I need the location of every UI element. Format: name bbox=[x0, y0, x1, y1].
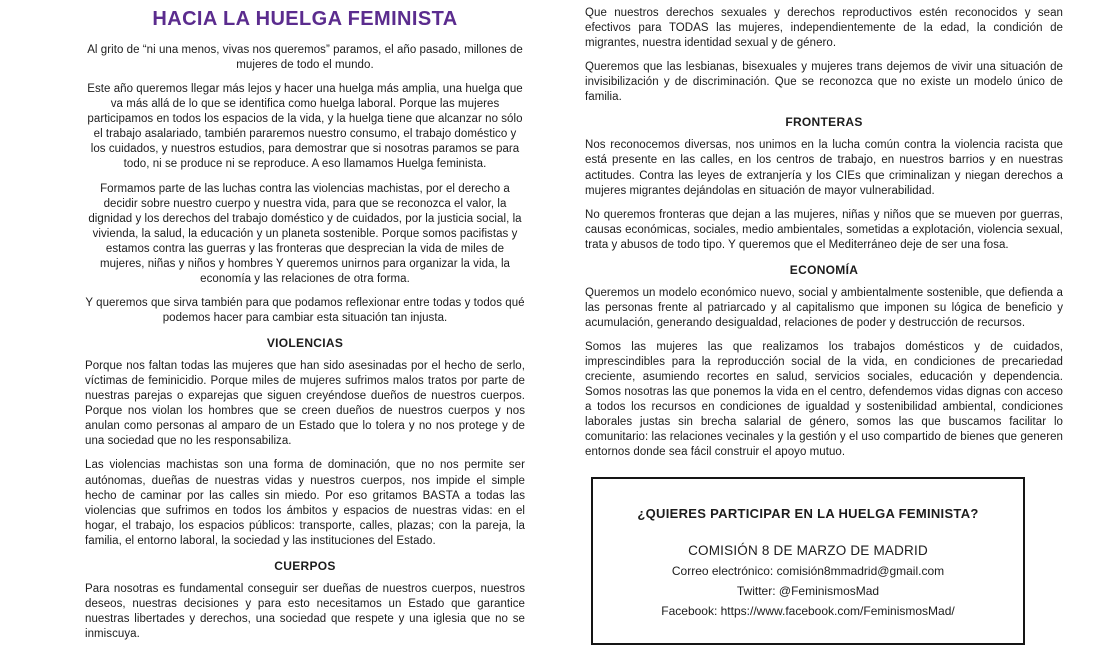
violencias-paragraph-1: Porque nos faltan todas las mujeres que han sido asesinadas por el hecho de serlo, víctimas de feminicidio. Porque miles de mujeres sufrimos malos tratos por parte de nuestras parejas o exparejas que siguen creyéndose dueños de nuestros cuerpos. Porque nos violan los hombres que se creen dueños de nuestros cuerpos y nos anulan como personas al amparo de un Estado que lo tolera y no nos protege y de una sociedad que no les responsabiliza. bbox=[85, 360, 525, 448]
fronteras-paragraph-2: No queremos fronteras que dejan a las mujeres, niñas y niños que se mueven por guerras, causas económicas, sociales, medio ambientales, sometidas a explotación, violencia sexual, trata y abusos de todo tipo. Y queremos que el Mediterráneo deje de ser una fosa. bbox=[585, 208, 1063, 251]
violencias-paragraph-2: Las violencias machistas son una forma de dominación, que no nos permite ser autónomas, dueñas de nuestras vidas y nuestros cuerpos, nos impide el simple hecho de caminar por las calles sin miedo. Por eso gritamos BASTA a todas las violencias que sufrimos en todos los ámbitos y espacios de nuestras vidas: en el hogar, el trabajo, los espacios públicos: transporte, calles, plazas; con la pareja, la familia, el entorno laboral, la sociedad y las instituciones del Estado. bbox=[85, 459, 525, 547]
email-contact-line: Correo electrónico: comisión8mmadrid@gmail.com bbox=[671, 563, 945, 578]
section-heading-cuerpos: CUERPOS bbox=[274, 558, 336, 573]
right-column bbox=[585, 6, 1063, 645]
section-heading-economia: ECONOMÍA bbox=[789, 262, 859, 277]
participation-box bbox=[591, 477, 1025, 645]
participation-box-heading: ¿QUIERES PARTICIPAR EN LA HUELGA FEMINISTA? bbox=[637, 505, 979, 521]
facebook-contact-line: Facebook: https://www.facebook.com/FeminismosMad/ bbox=[661, 603, 955, 618]
intro-paragraph-4: Y queremos que sirva también para que podamos reflexionar entre todas y todos qué podemos hacer para cambiar esta situación tan injusta. bbox=[85, 296, 525, 324]
page-title: HACIA LA HUELGA FEMINISTA bbox=[152, 8, 458, 30]
economia-paragraph-1: Queremos un modelo económico nuevo, social y ambientalmente sostenible, que defienda a las personas frente al patriarcado y al capitalismo que imponen su lógica de beneficio y acumulación, generando desigualdad, relaciones de poder y destrucción de recursos. bbox=[585, 286, 1063, 329]
cuerpos-paragraph-1: Para nosotras es fundamental conseguir ser dueñas de nuestros cuerpos, nuestros deseos, nuestras decisiones y para esto necesitamos un Estado que garantice nuestras libertades y derechos, una sociedad que respete y una iglesia que no se inmiscuya. bbox=[85, 582, 525, 640]
fronteras-paragraph-1: Nos reconocemos diversas, nos unimos en la lucha común contra la violencia racista que está presente en las calles, en los centros de trabajo, en nuestros barrios y en nuestras actitudes. Contra las leyes de extranjería y los CIEs que criminalizan y niegan derechos a mujeres migrantes dejándolas en situación de mayor vulnerabilidad. bbox=[585, 139, 1063, 197]
section-heading-fronteras: FRONTERAS bbox=[785, 115, 863, 130]
intro-paragraph-2: Este año queremos llegar más lejos y hacer una huelga más amplia, una huelga que va más allá de lo que se identifica como huelga laboral. Porque las mujeres participamos en todos los espacios de la vida, y la huelga tiene que alcanzar no sólo el trabajo asalariado, también pararemos nuestro consumo, el trabajo doméstico y los cuidados, y nuestros estudios, para demostrar que si nosotras paramos se para todo, ni se produce ni se reproduce. A eso llamamos Huelga feminista. bbox=[87, 83, 523, 171]
rights-paragraph-1: Que nuestros derechos sexuales y derechos reproductivos estén reconocidos y sean efectivos para TODAS las mujeres, independientemente de la edad, la condición de migrantes, nuestra identidad sexual y de género. bbox=[585, 7, 1063, 50]
commission-name: COMISIÓN 8 DE MARZO DE MADRID bbox=[688, 542, 928, 558]
intro-paragraph-1: Al grito de “ni una menos, vivas nos queremos” paramos, el año pasado, millones de mujeres de todo el mundo. bbox=[87, 44, 523, 72]
economia-paragraph-2: Somos las mujeres las que realizamos los trabajos domésticos y de cuidados, imprescindibles para la reproducción social de la vida, en condiciones de precariedad creciente, asumiendo recortes en salud, servicios sociales, educación y dependencia. Somos nosotras las que ponemos la vida en el centro, defendemos vidas dignas con acceso a todos los recursos en condiciones de igualdad y sostenibilidad ambiental, condiciones laborales justas sin brecha salarial de género, somos las que buscamos facilitar lo comunitario: las relaciones vecinales y la gestión y el uso compartido de bienes que generen entornos donde sea fácil construir el apoyo mutuo. bbox=[585, 341, 1063, 459]
intro-paragraph-3: Formamos parte de las luchas contra las violencias machistas, por el derecho a decidir sobre nuestro cuerpo y nuestra vida, para que se reconozca el valor, la dignidad y los derechos del trabajo doméstico y de cuidados, por la justicia social, la vivienda, la salud, la educación y un planeta sostenible. Porque somos pacifistas y estamos contra las guerras y las fronteras que desprecian la vida de miles de mujeres, niñas y niños y hombres Y queremos unirnos para organizar la vida, la economía y las relaciones de otra forma. bbox=[88, 182, 522, 285]
twitter-contact-line: Twitter: @FeminismosMad bbox=[736, 583, 880, 598]
rights-paragraph-2: Queremos que las lesbianas, bisexuales y mujeres trans dejemos de vivir una situación de invisibilización y de discriminación. Que se reconozca que no existe un modelo único de familia. bbox=[585, 61, 1063, 104]
left-column bbox=[85, 8, 525, 651]
section-heading-violencias: VIOLENCIAS bbox=[266, 336, 344, 351]
